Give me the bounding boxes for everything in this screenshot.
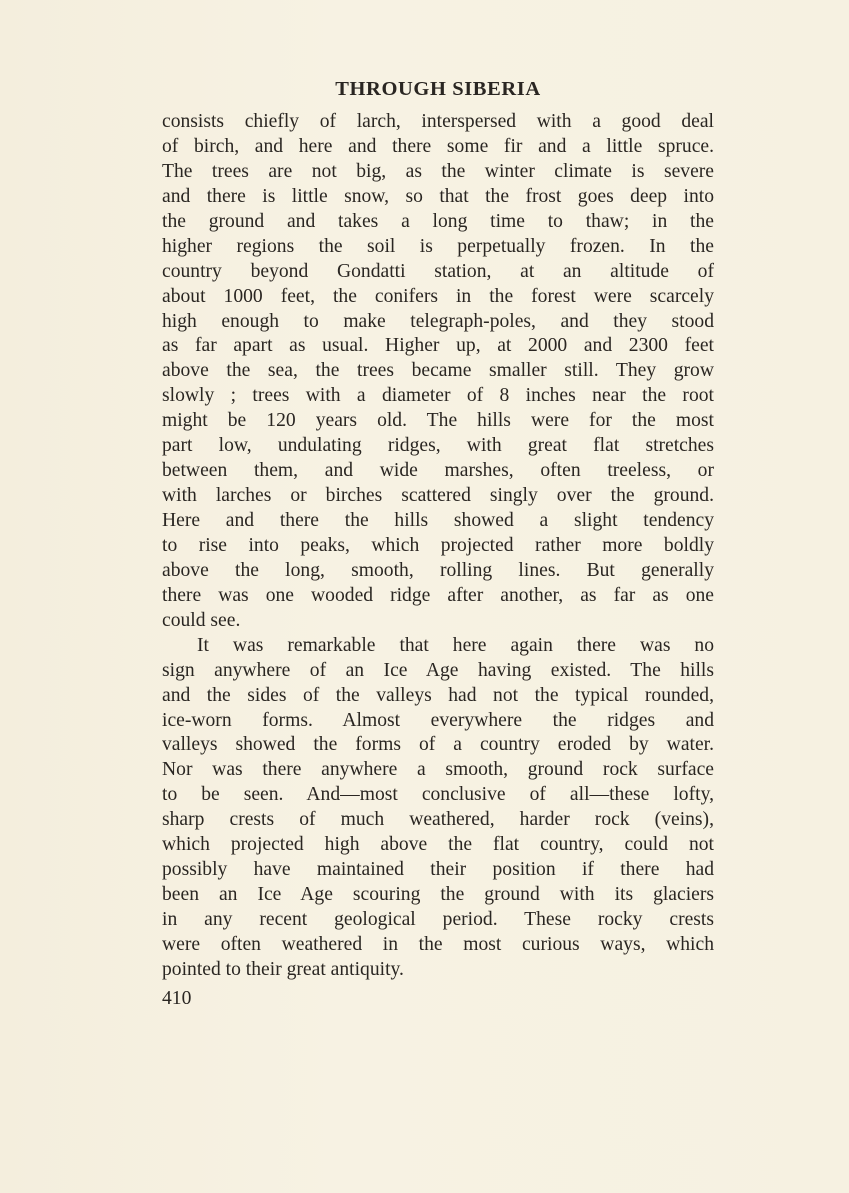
text-line: there was one wooded ridge after another, as far as one <box>162 584 714 606</box>
text-line: The trees are not big, as the winter climate is severe <box>162 160 714 182</box>
paragraph <box>162 634 714 983</box>
text-line: with larches or birches scattered singly over the ground. <box>162 485 714 507</box>
text-line: valleys showed the forms of a country eroded by water. <box>162 734 714 756</box>
text-line: the ground and takes a long time to thaw; in the <box>162 210 714 232</box>
text-line: sign anywhere of an Ice Age having existed. The hills <box>162 659 714 681</box>
text-line: might be 120 years old. The hills were for the most <box>162 410 714 432</box>
text-line: ice-worn forms. Almost everywhere the ridges and <box>162 709 714 731</box>
text-line: to rise into peaks, which projected rather more boldly <box>162 534 714 556</box>
running-head: THROUGH SIBERIA <box>335 78 541 100</box>
page-number: 410 <box>162 988 192 1009</box>
text-line: slowly ; trees with a diameter of 8 inches near the root <box>162 385 714 407</box>
text-line: country beyond Gondatti station, at an altitude of <box>162 260 714 282</box>
body-text <box>162 110 714 983</box>
text-line: to be seen. And—most conclusive of all—these lofty, <box>162 784 714 806</box>
text-line: between them, and wide marshes, often treeless, or <box>162 460 714 482</box>
text-line: about 1000 feet, the conifers in the forest were scarcely <box>162 285 714 307</box>
paragraph <box>162 110 714 634</box>
text-line: as far apart as usual. Higher up, at 2000 and 2300 feet <box>162 335 714 357</box>
text-line: could see. <box>162 609 241 631</box>
text-line: Here and there the hills showed a slight tendency <box>162 510 714 531</box>
text-line: Nor was there anywhere a smooth, ground rock surface <box>162 759 714 781</box>
text-block <box>162 68 714 983</box>
text-line: above the sea, the trees became smaller still. They grow <box>162 360 714 382</box>
text-line: in any recent geological period. These rocky crests <box>162 909 714 930</box>
text-line: It was remarkable that here again there was no <box>197 634 714 656</box>
text-line: sharp crests of much weathered, harder rock (veins), <box>162 809 714 831</box>
text-line: which projected high above the flat country, could not <box>162 834 714 856</box>
text-line: part low, undulating ridges, with great flat stretches <box>162 435 714 457</box>
text-line: been an Ice Age scouring the ground with its glaciers <box>162 884 714 906</box>
text-line: possibly have maintained their position if there had <box>162 859 714 881</box>
text-line: high enough to make telegraph-poles, and they stood <box>162 310 714 332</box>
text-line: consists chiefly of larch, interspersed with a good deal <box>162 111 714 132</box>
text-line: above the long, smooth, rolling lines. But generally <box>162 559 714 581</box>
text-line: and there is little snow, so that the frost goes deep into <box>162 185 714 207</box>
text-line: pointed to their great antiquity. <box>162 958 404 980</box>
text-line: higher regions the soil is perpetually frozen. In the <box>162 235 714 257</box>
text-line: of birch, and here and there some fir and a little spruce. <box>162 135 714 157</box>
text-line: were often weathered in the most curious ways, which <box>162 933 714 955</box>
text-line: and the sides of the valleys had not the typical rounded, <box>162 684 714 706</box>
